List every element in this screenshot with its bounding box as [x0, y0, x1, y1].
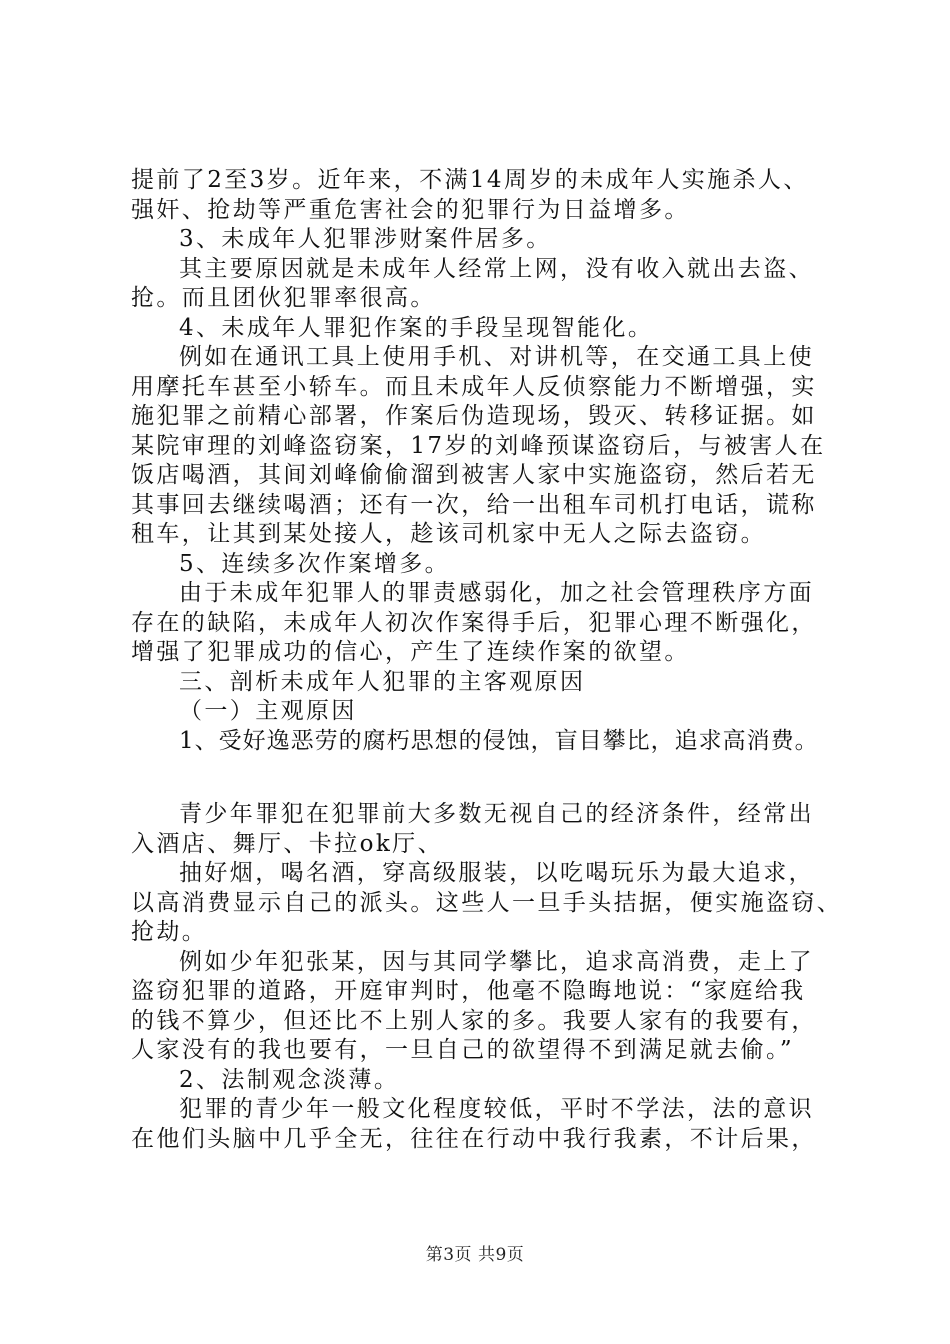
section-heading: 5、连续多次作案增多。 — [179, 550, 451, 577]
section-heading: 1、受好逸恶劳的腐朽思想的侵蚀，盲目攀比，追求高消费。 — [179, 727, 819, 754]
text-line: 强奸、抢劫等严重危害社会的犯罪行为日益增多。 — [131, 196, 690, 223]
text-line: 提前了2至3岁。近年来，不满14周岁的未成年人实施杀人、 — [131, 167, 809, 193]
subsection-heading: （一）主观原因 — [179, 698, 357, 724]
section-heading: 3、未成年人犯罪涉财案件居多。 — [179, 226, 552, 252]
text-line: 例如在通讯工具上使用手机、对讲机等，在交通工具上使 — [179, 344, 814, 370]
text-line: 盗窃犯罪的道路，开庭审判时，他毫不隐晦地说：“家庭给我 — [131, 978, 806, 1004]
text-line: 青少年罪犯在犯罪前大多数无视自己的经济条件，经常出 — [179, 801, 814, 827]
section-heading: 2、法制观念淡薄。 — [179, 1066, 400, 1093]
text-line: 抢劫。 — [131, 919, 208, 945]
blank-line — [131, 756, 831, 800]
text-line: 租车，让其到某处接人，趁该司机家中无人之际去盗窃。 — [131, 521, 766, 547]
text-line: 用摩托车甚至小轿车。而且未成年人反侦察能力不断增强，实 — [131, 373, 817, 400]
text-line: 入酒店、舞厅、卡拉ok厅、 — [131, 830, 443, 857]
text-line: 抽好烟，喝名酒，穿高级服装，以吃喝玩乐为最大追求， — [179, 860, 814, 886]
page-number-footer: 第3页 共9页 — [425, 1245, 525, 1265]
text-line: 其主要原因就是未成年人经常上网，没有收入就出去盗、 — [179, 255, 814, 282]
text-line: 某院审理的刘峰盗窃案，17岁的刘峰预谋盗窃后，与被害人在 — [131, 432, 826, 459]
text-line: 例如少年犯张某，因与其同学攀比，追求高消费，走上了 — [179, 948, 814, 975]
text-line: 的钱不算少，但还比不上别人家的多。我要人家有的我要有， — [131, 1007, 817, 1034]
text-line: 犯罪的青少年一般文化程度较低，平时不学法，法的意识 — [179, 1096, 814, 1122]
text-line: 抢。而且团伙犯罪率很高。 — [131, 285, 436, 311]
text-line: 其事回去继续喝酒；还有一次，给一出租车司机打电话，谎称 — [131, 491, 817, 518]
text-line: 存在的缺陷，未成年人初次作案得手后，犯罪心理不断强化， — [131, 609, 817, 636]
text-line: 人家没有的我也要有，一旦自己的欲望得不到满足就去偷。” — [131, 1037, 795, 1063]
text-line: 增强了犯罪成功的信心，产生了连续作案的欲望。 — [131, 639, 690, 665]
text-line: 饭店喝酒，其间刘峰偷偷溜到被害人家中实施盗窃，然后若无 — [131, 462, 817, 488]
text-line: 由于未成年犯罪人的罪责感弱化，加之社会管理秩序方面 — [179, 580, 814, 606]
text-line: 在他们头脑中几乎全无，往往在行动中我行我素，不计后果， — [131, 1125, 817, 1152]
section-heading: 4、未成年人罪犯作案的手段呈现智能化。 — [179, 314, 654, 341]
document-body — [131, 166, 843, 1154]
text-line: 以高消费显示自己的派头。这些人一旦手头拮据，便实施盗窃、 — [131, 889, 843, 916]
text-line: 施犯罪之前精心部署，作案后伪造现场，毁灭、转移证据。如 — [131, 403, 817, 429]
chapter-heading: 三、剖析未成年人犯罪的主客观原因 — [179, 668, 586, 695]
